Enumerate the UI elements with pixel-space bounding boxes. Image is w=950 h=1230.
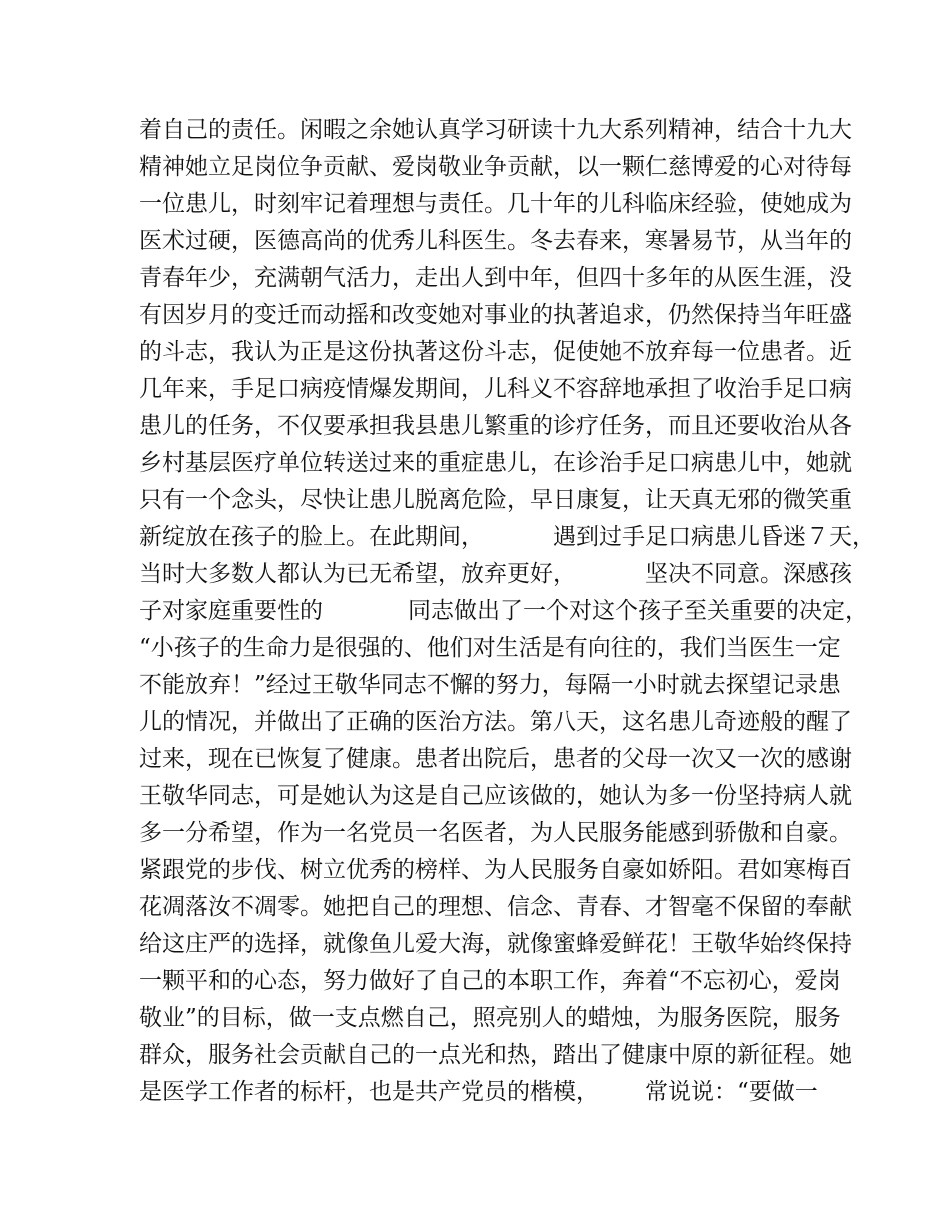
text-line: 多一分希望，作为一名党员一名医者，为人民服务能感到骄傲和自豪。 — [139, 820, 852, 846]
text-line: “小孩子的生命力是很强的、他们对生活是有向往的，我们当医生一定 — [139, 635, 841, 661]
text-line: 过来，现在已恢复了健康。患者出院后，患者的父母一次又一次的感谢 — [139, 746, 852, 772]
text-line: 着自己的责任。闲暇之余她认真学习研读十九大系列精神，结合十九大 — [139, 117, 852, 143]
text-line: 患儿的任务，不仅要承担我县患儿繁重的诊疗任务，而且还要收治从各 — [139, 413, 852, 439]
text-line: 一颗平和的心态，努力做好了自己的本职工作，奔着“不忘初心，爱岗 — [139, 968, 841, 994]
text-segment: 常说说：“要做一 — [645, 1079, 818, 1105]
text-line: 给这庄严的选择，就像鱼儿爱大海，就像蜜蜂爱鲜花！王敬华始终保持 — [139, 931, 852, 957]
text-segment: 子对家庭重要性的 — [139, 598, 323, 624]
text-line: 有因岁月的变迁而动摇和改变她对事业的执著追求，仍然保持当年旺盛 — [139, 302, 852, 328]
text-line: 敬业”的目标，做一支点燃自己，照亮别人的蜡烛，为服务医院，服务 — [139, 1005, 841, 1031]
text-line-with-gap — [139, 556, 852, 593]
text-line: 不能放弃！”经过王敬华同志不懈的努力，每隔一小时就去探望记录患 — [139, 672, 841, 698]
text-line: 乡村基层医疗单位转送过来的重症患儿，在诊治手足口病患儿中，她就 — [139, 450, 852, 476]
text-segment: 是医学工作者的标杆，也是共产党员的楷模， — [139, 1079, 599, 1105]
text-line-with-gap — [139, 519, 875, 556]
body-text — [139, 112, 875, 1111]
text-line: 一位患儿，时刻牢记着理想与责任。几十年的儿科临床经验，使她成为 — [139, 191, 852, 217]
text-line: 只有一个念头，尽快让患儿脱离危险，早日康复，让天真无邪的微笑重 — [139, 487, 852, 513]
text-line: 紧跟党的步伐、树立优秀的榜样、为人民服务自豪如娇阳。君如寒梅百 — [139, 857, 852, 883]
text-line-with-gap — [139, 1074, 829, 1111]
text-segment: 同志做出了一个对这个孩子至关重要的决定， — [408, 598, 868, 624]
text-line: 青春年少，充满朝气活力，走出人到中年，但四十多年的从医生涯，没 — [139, 265, 852, 291]
text-line: 医术过硬，医德高尚的优秀儿科医生。冬去春来，寒暑易节，从当年的 — [139, 228, 852, 254]
text-line: 的斗志，我认为正是这份执著这份斗志，促使她不放弃每一位患者。近 — [139, 339, 852, 365]
text-segment: 坚决不同意。深感孩 — [645, 561, 852, 587]
text-line: 儿的情况，并做出了正确的医治方法。第八天，这名患儿奇迹般的醒了 — [139, 709, 852, 735]
text-line-with-gap — [139, 593, 868, 630]
text-segment: 当时大多数人都认为已无希望，放弃更好， — [139, 561, 576, 587]
text-segment: 新绽放在孩子的脸上。在此期间， — [139, 524, 484, 550]
text-segment: 遇到过手足口病患儿昏迷７天， — [553, 524, 875, 550]
text-line: 王敬华同志，可是她认为这是自己应该做的，她认为多一份坚持病人就 — [139, 783, 852, 809]
text-line: 群众，服务社会贡献自己的一点光和热，踏出了健康中原的新征程。她 — [139, 1042, 852, 1068]
text-line: 几年来，手足口病疫情爆发期间，儿科义不容辞地承担了收治手足口病 — [139, 376, 852, 402]
text-line: 花凋落汝不凋零。她把自己的理想、信念、青春、才智毫不保留的奉献 — [139, 894, 852, 920]
text-line: 精神她立足岗位争贡献、爱岗敬业争贡献，以一颗仁慈博爱的心对待每 — [139, 154, 852, 180]
